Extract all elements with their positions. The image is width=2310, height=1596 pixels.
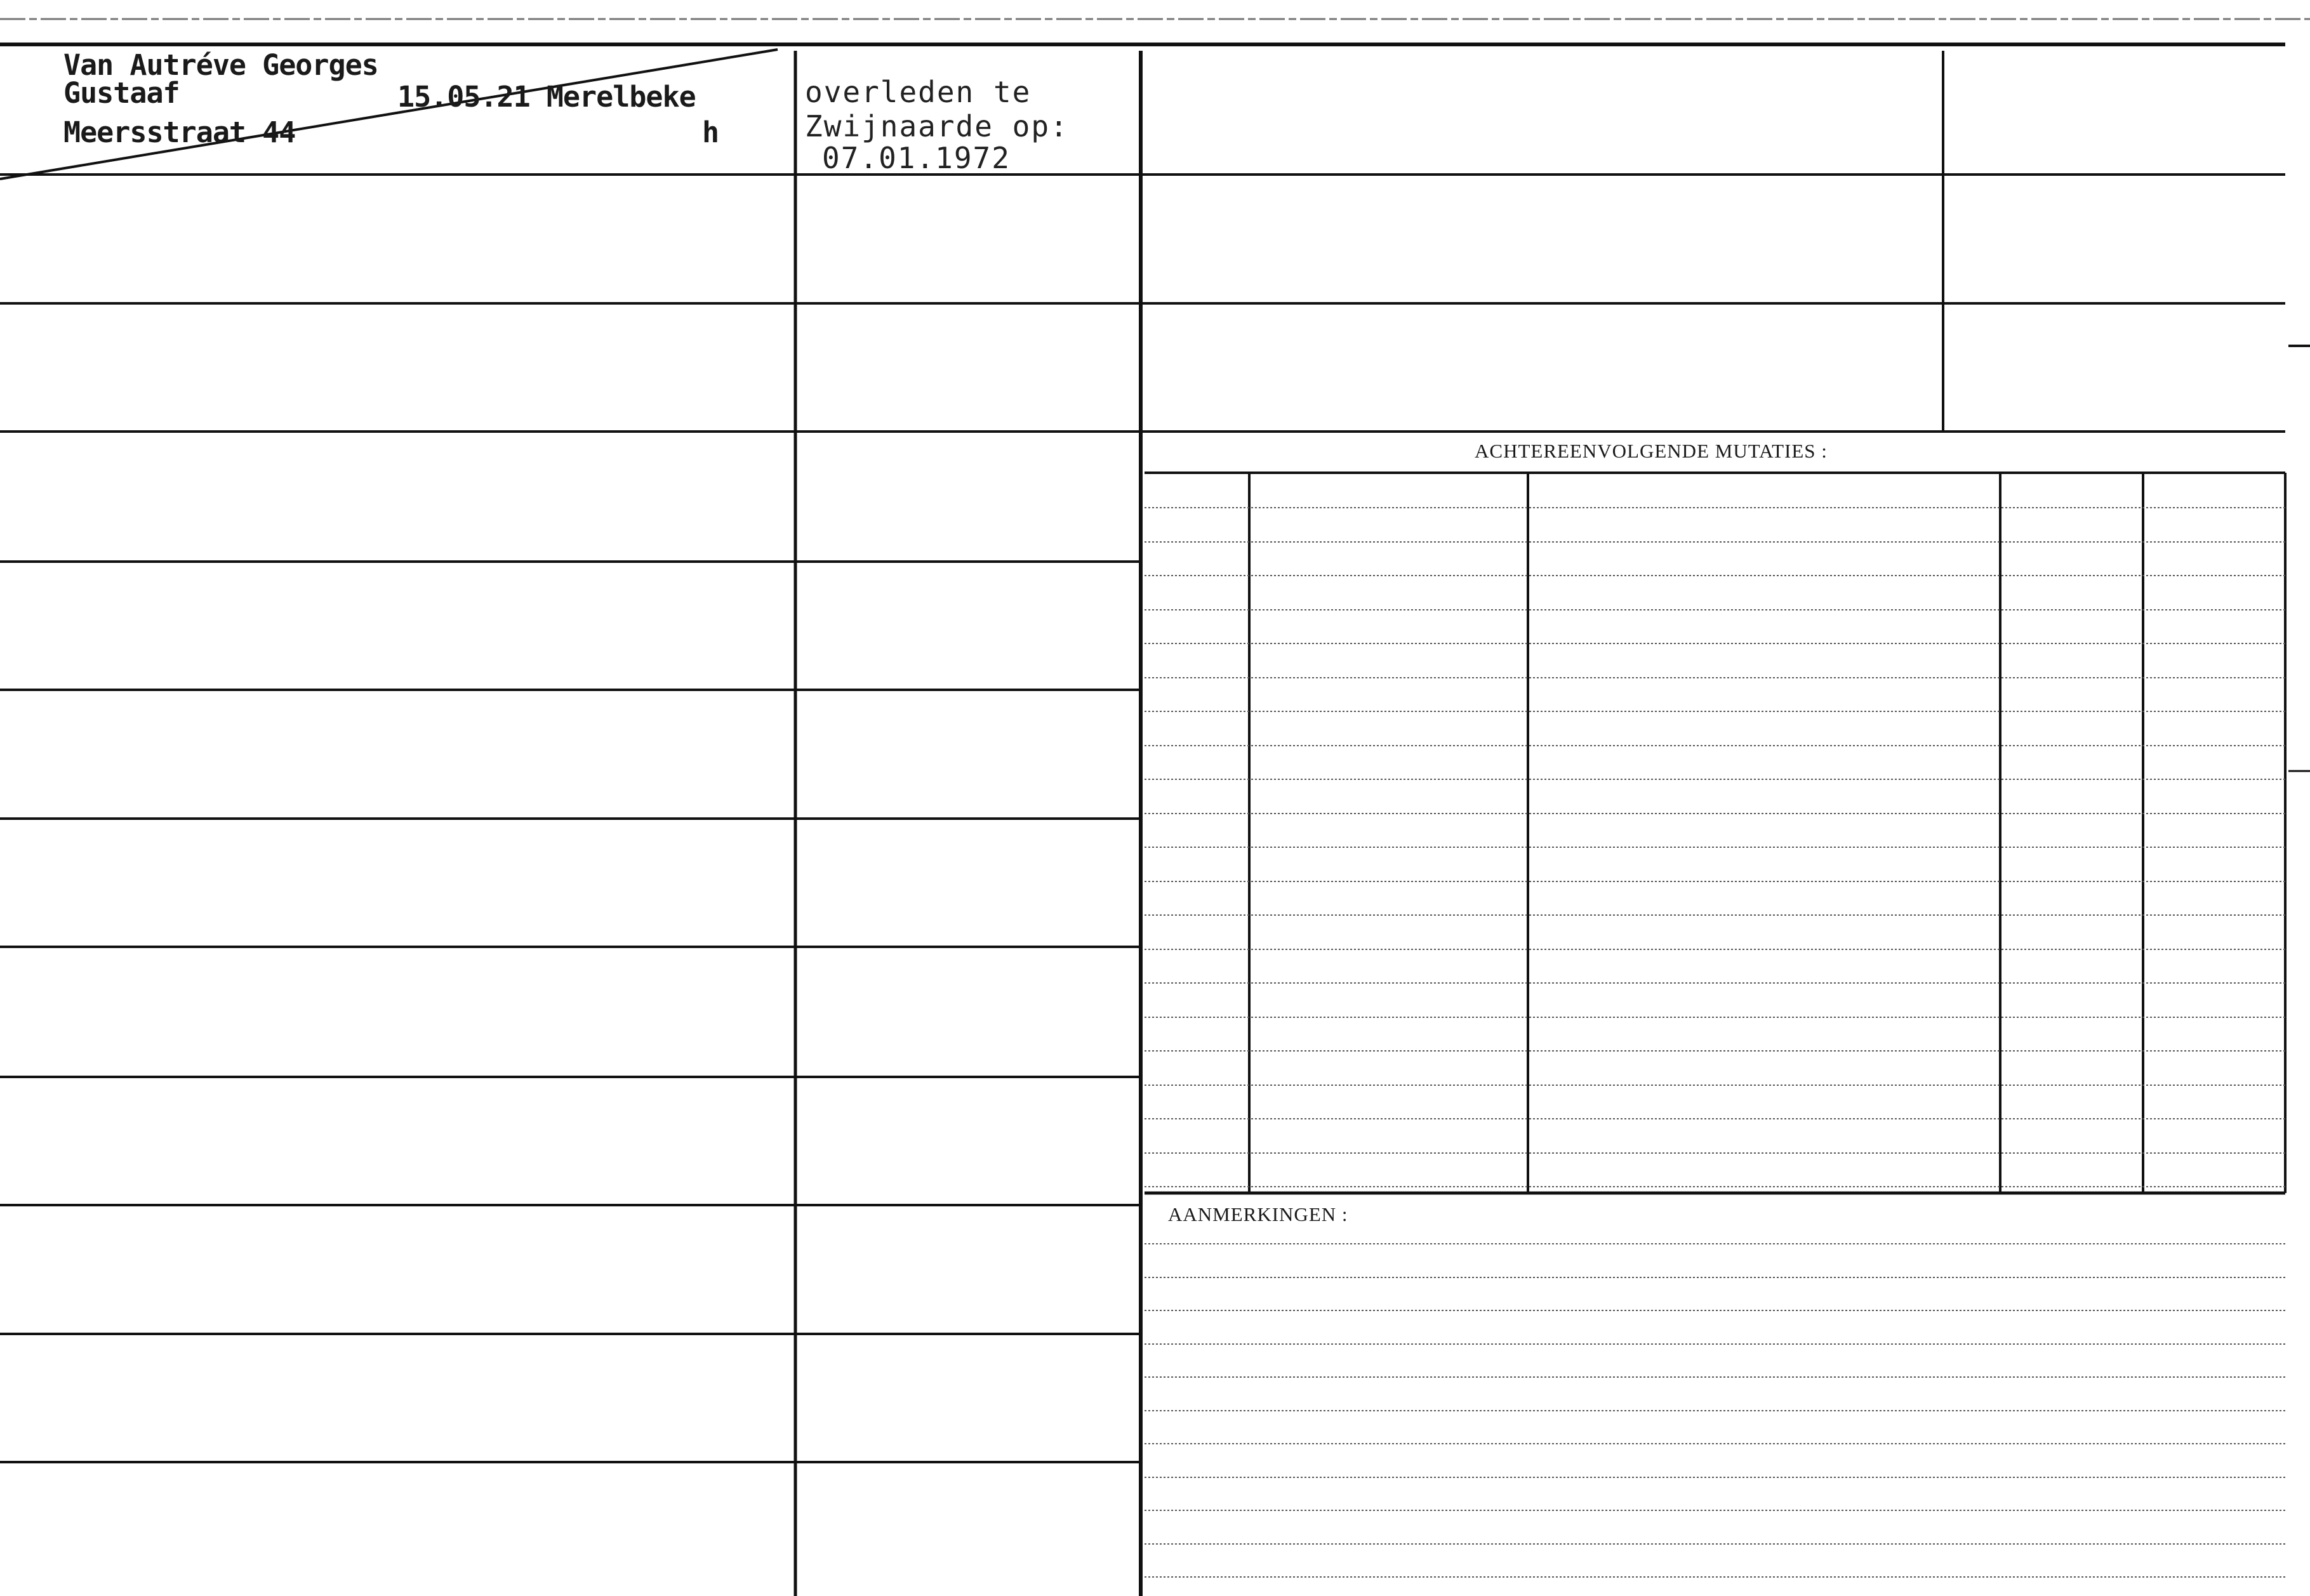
right-row-lines <box>1141 175 2285 432</box>
entry-marker: h <box>702 115 719 149</box>
name-line-2: Gustaaf <box>63 76 180 110</box>
death-note-line-1: overleden te <box>805 75 1032 109</box>
mutations-heading: ACHTEREENVOLGENDE MUTATIES : <box>1475 440 1828 462</box>
mutations-table <box>1145 473 2285 1193</box>
death-note-line-2: Zwijnaarde op: <box>805 109 1069 143</box>
left-row-lines <box>0 175 1141 1462</box>
death-date: 07.01.1972 <box>822 141 1011 175</box>
remarks-heading: AANMERKINGEN : <box>1168 1203 1348 1225</box>
name-line-1: Van Autréve Georges <box>63 48 378 82</box>
street-address: Meersstraat 44 <box>63 115 296 149</box>
mutations-dotted-rules <box>1145 508 2285 1187</box>
remarks-dotted-rules <box>1145 1244 2285 1577</box>
birth-date-place: 15.05.21 Merelbeke <box>397 80 696 114</box>
